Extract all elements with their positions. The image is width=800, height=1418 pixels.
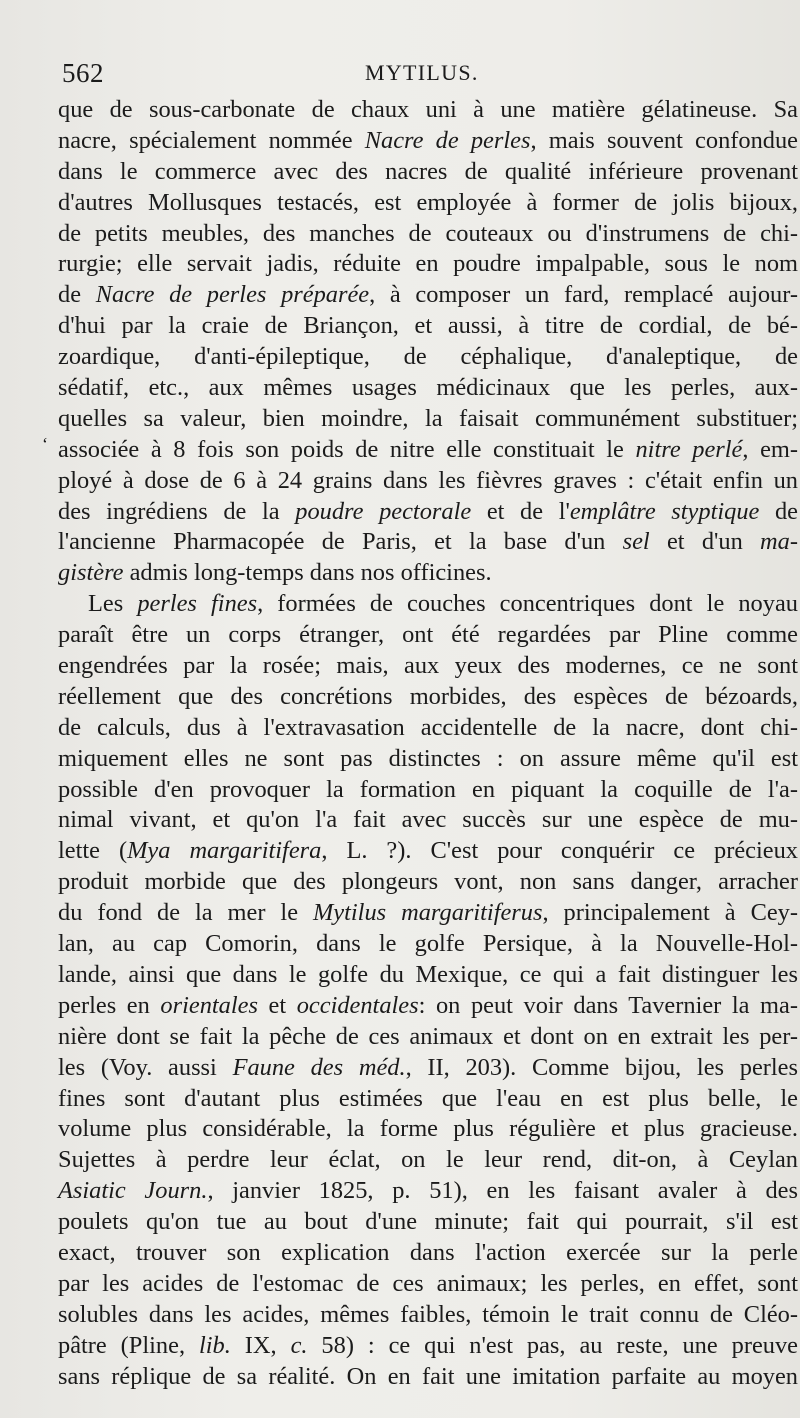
- text-run: engendrées par la rosée; mais, aux yeux des modernes, ce ne sont: [58, 652, 798, 680]
- text-run: possible d'en provoquer la formation en piquant la coquille de l'a-: [58, 775, 798, 803]
- text-run: , II, 203). Comme bijou, les perles: [405, 1053, 798, 1081]
- text-run: nacre, spécialement nommée: [58, 126, 365, 154]
- italic-text: c.: [290, 1331, 308, 1359]
- text-run: réellement que des concrétions morbides, des espèces de bézoards,: [58, 682, 798, 710]
- italic-text: orientales: [160, 991, 258, 1019]
- italic-text: gistère: [58, 559, 124, 587]
- running-head: MYTILUS.: [365, 60, 479, 85]
- text-line: [58, 1269, 798, 1300]
- text-run: que de sous-carbonate de chaux uni à une matière gélatineuse. Sa: [58, 96, 798, 123]
- italic-text: Nacre de perles préparée: [95, 281, 370, 309]
- text-run: et d'un: [649, 528, 761, 556]
- text-run: miquement elles ne sont pas distinctes : on assure même qu'il est: [58, 744, 798, 772]
- text-line: [58, 1053, 798, 1084]
- text-line: [58, 280, 798, 311]
- text-run: l'ancienne Pharmacopée de Paris, et la base d'un: [58, 528, 623, 556]
- text-line: [58, 775, 798, 806]
- text-run: : on peut voir dans Tavernier la ma-: [418, 991, 798, 1019]
- text-run: lan, au cap Comorin, dans le golfe Persique, à la Nouvelle-Hol-: [58, 930, 798, 958]
- text-line: [58, 188, 798, 219]
- text-line: [58, 1114, 798, 1145]
- margin-mark: ‘: [42, 434, 48, 454]
- text-run: dans le commerce avec des nacres de qualité inférieure provenant: [58, 157, 798, 185]
- text-line: [58, 311, 798, 342]
- text-line: [58, 373, 798, 404]
- text-run: de calculs, dus à l'extravasation accidentelle de la nacre, dont chi-: [58, 713, 798, 741]
- text-line: [58, 342, 798, 373]
- text-line: [58, 126, 798, 157]
- italic-text: poudre pectorale: [295, 497, 472, 525]
- italic-text: Faune des méd.: [232, 1053, 406, 1081]
- text-run: Sujettes à perdre leur éclat, on le leur rend, dit-on, à Ceylan: [58, 1146, 798, 1174]
- text-run: paraît être un corps étranger, ont été regardées par Pline comme: [58, 621, 798, 649]
- text-line: [58, 1238, 798, 1269]
- text-run: poulets qu'on tue au bout d'une minute; fait qui pourrait, s'il est: [58, 1208, 798, 1236]
- text-line: [58, 713, 798, 744]
- italic-text: Nacre de perles: [364, 126, 531, 154]
- text-run: nière dont se fait la pêche de ces animaux et dont on en extrait les per-: [58, 1022, 798, 1050]
- text-run: fines sont d'autant plus estimées que l'eau en est plus belle, le: [58, 1084, 798, 1112]
- text-line: [58, 95, 798, 126]
- text-line: [58, 929, 798, 960]
- page-number: 562: [62, 58, 104, 88]
- italic-text: Asiatic Journ.: [58, 1177, 208, 1205]
- text-line: [58, 589, 798, 620]
- italic-text: Mya margaritifera: [127, 837, 322, 865]
- text-line: [58, 466, 798, 497]
- text-line: [58, 1300, 798, 1331]
- text-run: 58) : ce qui n'est pas, au reste, une preuve: [307, 1331, 798, 1359]
- italic-text: sel: [622, 528, 650, 556]
- text-run: , janvier 1825, p. 51), en les faisant avaler à des: [207, 1177, 798, 1205]
- text-run: et: [257, 991, 297, 1019]
- text-line: [58, 805, 798, 836]
- text-run: lande, ainsi que dans le golfe du Mexique, ce qui a fait distinguer les: [58, 960, 798, 988]
- text-run: , em-: [742, 435, 799, 463]
- text-run: rurgie; elle servait jadis, réduite en poudre impalpable, sous le nom: [58, 250, 798, 278]
- text-run: , à composer un fard, remplacé aujour-: [369, 281, 799, 309]
- text-line: [58, 651, 798, 682]
- text-run: du fond de la mer le: [58, 899, 313, 927]
- italic-text: emplâtre styptique: [569, 497, 760, 525]
- text-run: les (Voy. aussi: [58, 1053, 233, 1081]
- text-run: perles en: [58, 991, 161, 1019]
- text-run: sans réplique de sa réalité. On en fait une imitation parfaite au moyen: [58, 1362, 798, 1390]
- text-run: lette (: [58, 837, 128, 865]
- text-line: [58, 620, 798, 651]
- text-run: pâtre (Pline,: [58, 1331, 199, 1359]
- text-run: quelles sa valeur, bien moindre, la faisait communément substituer;: [58, 404, 798, 432]
- text-run: d'autres Mollusques testacés, est employée à former de jolis bijoux,: [58, 188, 798, 216]
- text-line: [58, 1145, 798, 1176]
- text-line: [58, 960, 798, 991]
- text-line: [58, 1176, 798, 1207]
- text-run: volume plus considérable, la forme plus régulière et plus gracieuse.: [58, 1115, 798, 1143]
- text-run: , formées de couches concentriques dont le noyau: [257, 590, 798, 618]
- text-line: [58, 435, 798, 466]
- text-run: de: [759, 497, 798, 525]
- text-run: nimal vivant, et qu'on l'a fait avec succès sur une espèce de mu-: [58, 806, 798, 834]
- text-run: , mais souvent confondue: [530, 126, 798, 154]
- text-line: [58, 527, 798, 558]
- text-line: [58, 682, 798, 713]
- text-run: Les: [88, 590, 138, 618]
- text-line: [58, 836, 798, 867]
- text-run: et de l': [471, 497, 570, 525]
- italic-text: Mytilus margaritiferus: [312, 899, 543, 927]
- text-line: [58, 991, 798, 1022]
- text-run: produit morbide que des plongeurs vont, non sans danger, arracher: [58, 868, 798, 896]
- text-line: [58, 249, 798, 280]
- text-run: d'hui par la craie de Briançon, et aussi, à titre de cordial, de bé-: [58, 312, 798, 340]
- italic-text: ma-: [760, 528, 798, 556]
- italic-text: lib.: [198, 1331, 231, 1359]
- text-run: des ingrédiens de la: [58, 497, 296, 525]
- italic-text: occidentales: [296, 991, 419, 1019]
- text-line: [58, 157, 798, 188]
- text-run: IX,: [230, 1331, 291, 1359]
- text-line: [58, 1207, 798, 1238]
- text-run: , principalement à Cey-: [542, 899, 798, 927]
- text-run: par les acides de l'estomac de ces animaux; les perles, en effet, sont: [58, 1269, 798, 1297]
- text-run: , L. ?). C'est pour conquérir ce précieux: [321, 837, 798, 865]
- page-header: [62, 58, 762, 98]
- text-run: associée à 8 fois son poids de nitre elle constituait le: [58, 435, 636, 463]
- text-line: [58, 404, 798, 435]
- text-run: zoardique, d'anti-épileptique, de céphalique, d'analeptique, de: [58, 343, 798, 371]
- text-line: [58, 497, 798, 528]
- text-line: [58, 1084, 798, 1115]
- text-run: solubles dans les acides, mêmes faibles, témoin le trait connu de Cléo-: [58, 1300, 798, 1328]
- text-line: [58, 558, 798, 589]
- text-line: [58, 867, 798, 898]
- text-line: [58, 1362, 798, 1393]
- text-line: [58, 1022, 798, 1053]
- text-run: de: [58, 281, 96, 309]
- text-run: sédatif, etc., aux mêmes usages médicinaux que les perles, aux-: [58, 374, 798, 402]
- text-run: exact, trouver son explication dans l'action exercée sur la perle: [58, 1238, 798, 1266]
- text-line: [58, 1331, 798, 1362]
- text-line: [58, 898, 798, 929]
- italic-text: nitre perlé: [635, 435, 743, 463]
- text-run: ployé à dose de 6 à 24 grains dans les fièvres graves : c'était enfin un: [58, 466, 798, 494]
- text-run: de petits meubles, des manches de couteaux ou d'instrumens de chi-: [58, 219, 798, 247]
- italic-text: perles fines: [137, 590, 258, 618]
- body-text: [58, 95, 798, 1392]
- text-line: [58, 744, 798, 775]
- text-run: admis long-temps dans nos officines.: [123, 559, 492, 587]
- text-line: [58, 219, 798, 250]
